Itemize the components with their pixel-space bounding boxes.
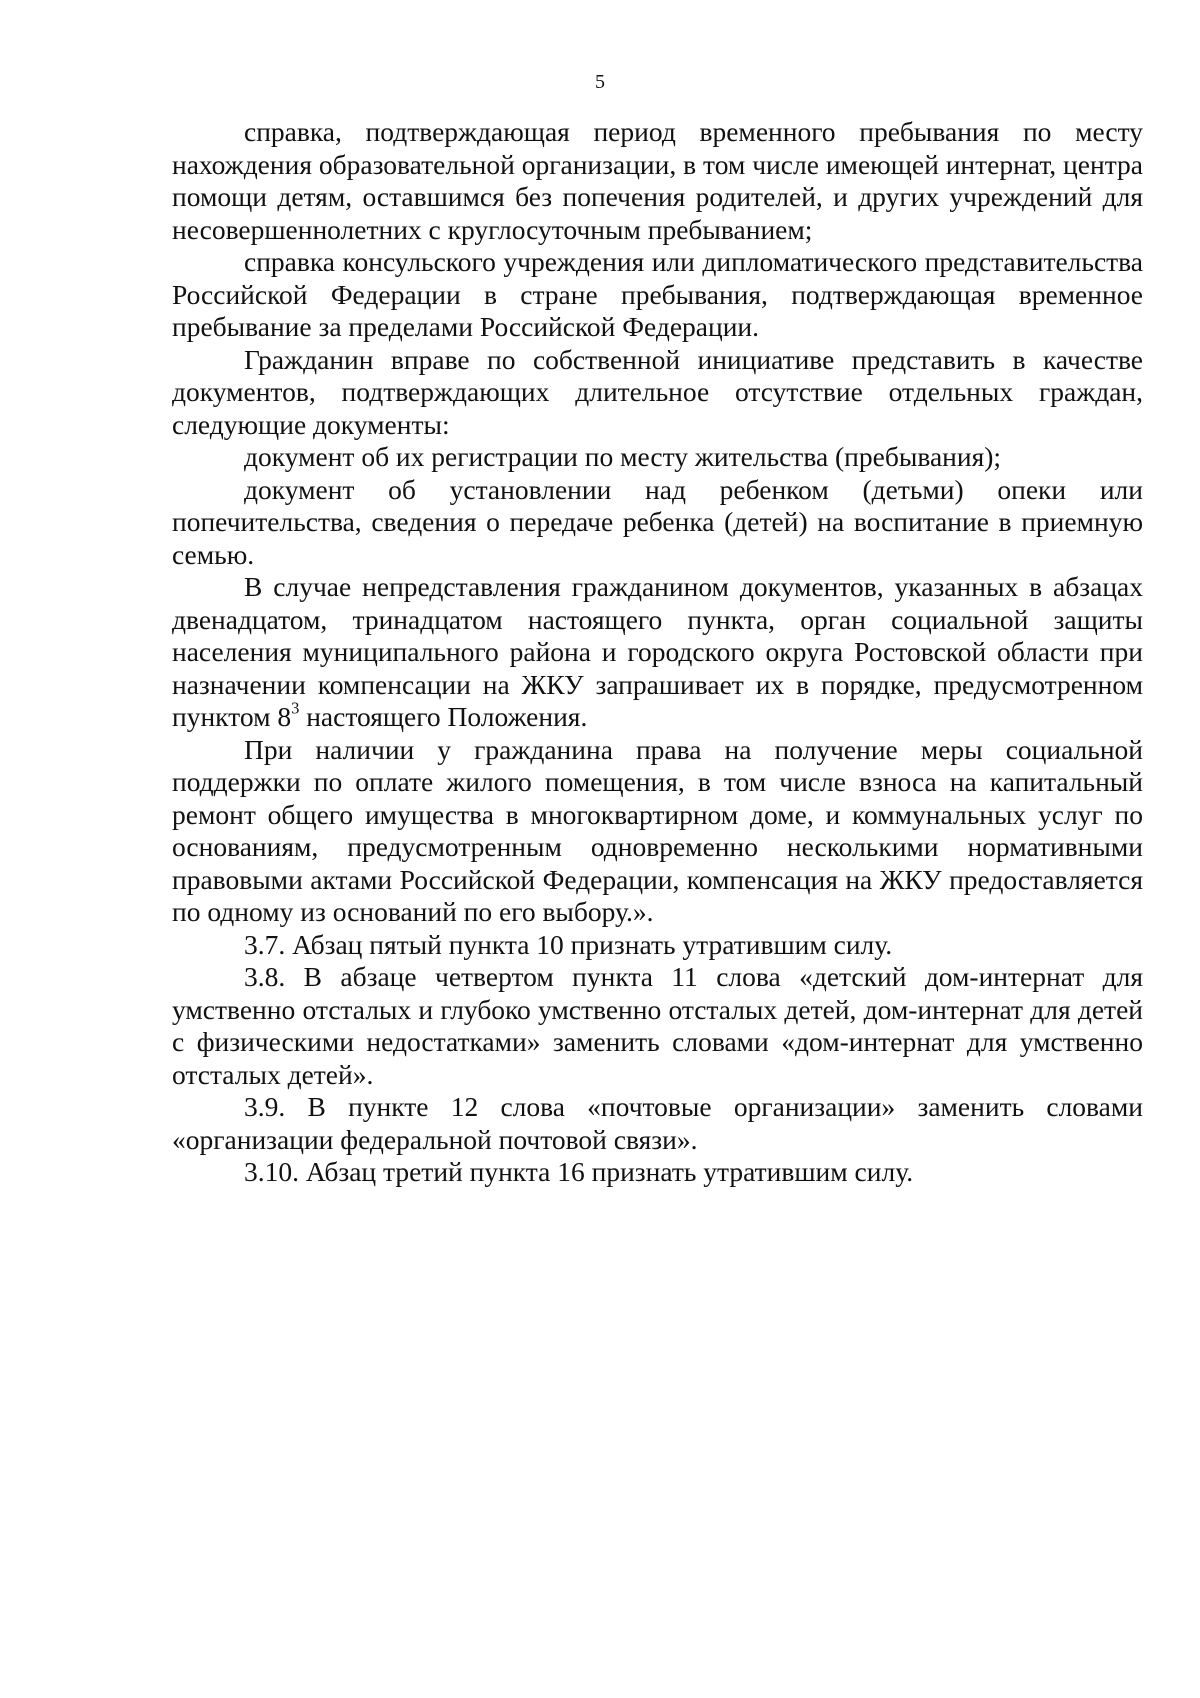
paragraph-non-submission	[172, 571, 1143, 734]
document-body	[172, 116, 1143, 1189]
paragraph-clause-3-8: 3.8. В абзаце четвертом пункта 11 слова «детский дом-интернат для умственно отсталых и глубоко умственно отсталых детей, дом-интернат для детей с физическими недостатками» заменить словами «дом-интернат для умственно отсталых детей».	[172, 961, 1143, 1090]
paragraph-citizen-initiative: Гражданин вправе по собственной инициативе представить в качестве документов, подтверждающих длительное отсутствие отдельных граждан, следующие документы:	[172, 343, 1143, 440]
paragraph-clause-3-10: 3.10. Абзац третий пункта 16 признать утратившим силу.	[244, 1156, 914, 1187]
paragraph-registration-document: документ об их регистрации по месту жительства (пребывания);	[244, 441, 1002, 472]
paragraph-multiple-grounds: При наличии у гражданина права на получение меры социальной поддержки по оплате жилого помещения, в том числе взноса на капитальный ремонт общего имущества в многоквартирном доме, и коммунальных услуг по основаниям, предусмотренным одновременно несколькими нормативными правовыми актами Российской Федерации, компенсация на ЖКУ предоставляется по одному из оснований по его выбору.».	[172, 733, 1143, 927]
paragraph-non-submission-ending: настоящего Положения.	[299, 701, 588, 732]
paragraph-clause-3-9: 3.9. В пункте 12 слова «почтовые организации» заменить словами «организации федеральной почтовой связи».	[172, 1091, 1143, 1155]
paragraph-guardianship-document: документ об установлении над ребенком (детьми) опеки или попечительства, сведения о передаче ребенка (детей) на воспитание в приемную семью.	[172, 473, 1143, 570]
superscript-marker: 3	[291, 698, 300, 718]
paragraph-clause-3-7: 3.7. Абзац пятый пункта 10 признать утратившим силу.	[244, 928, 893, 960]
paragraph-consular-certificate: справка консульского учреждения или дипломатического представительства Российской Федерации в стране пребывания, подтверждающая временное пребывание за пределами Российской Федерации.	[172, 246, 1143, 342]
page-number: 5	[595, 71, 605, 93]
paragraph-non-submission-text: В случае непредставления гражданином документов, указанных в абзацах двенадцатом, тринадцатом настоящего пункта, орган социальной защиты населения муниципального района и городского округа Ростовской области при назначении компенсации на ЖКУ запрашивает их в порядке, предусмотренном пунктом 8	[172, 571, 1143, 732]
paragraph-temporary-stay-certificate: справка, подтверждающая период временного пребывания по месту нахождения образовательной организации, в том числе имеющей интернат, центра помощи детям, оставшимся без попечения родителей, и других учреждений для несовершеннолетних с круглосуточным пребыванием;	[172, 116, 1143, 245]
